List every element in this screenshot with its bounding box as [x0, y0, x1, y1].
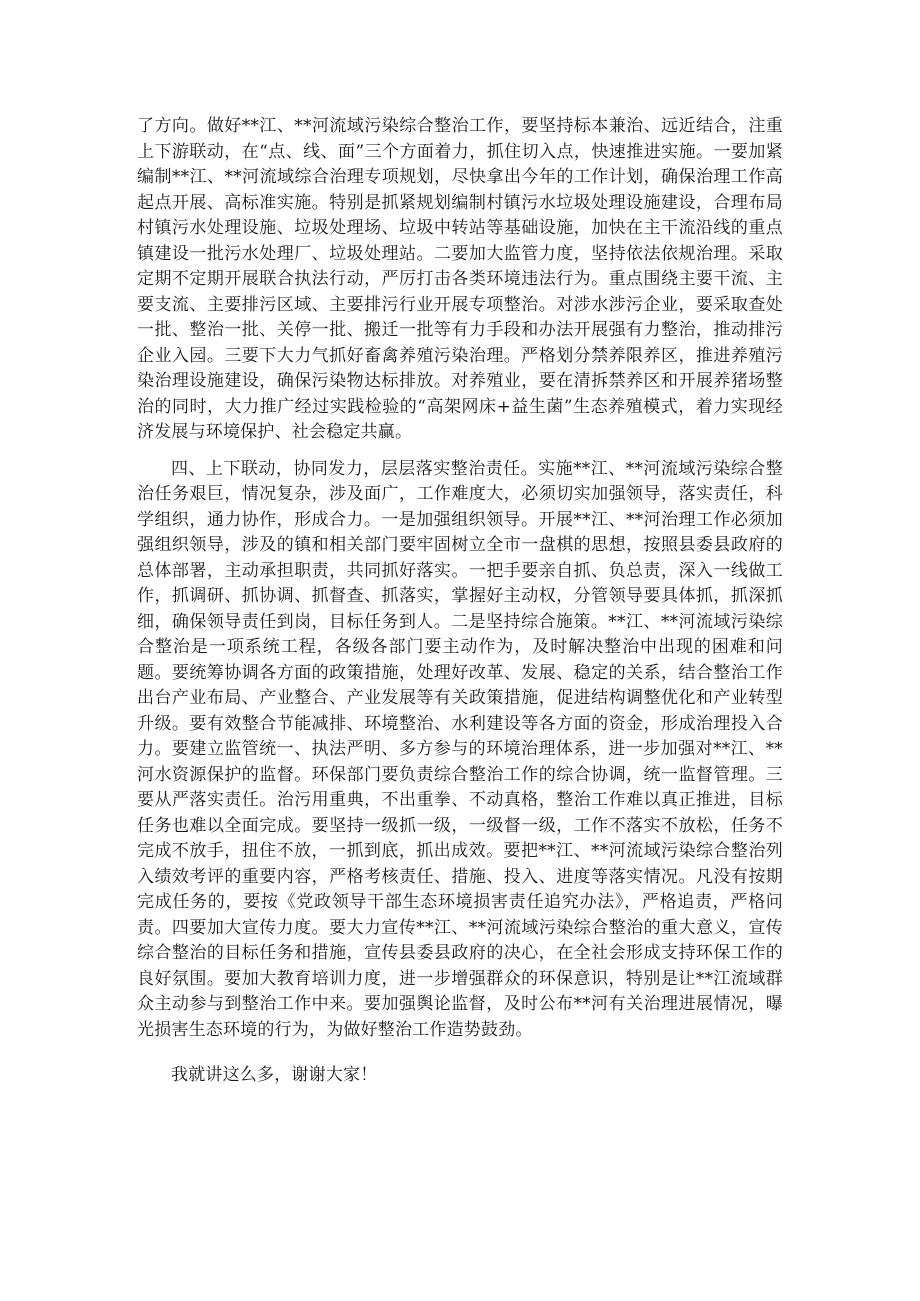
- document-body: [137, 114, 783, 1089]
- paragraph-section-four: 四、上下联动，协同发力，层层落实整治责任。实施**江、**河流域污染综合整治任务艰巨，情况复杂，涉及面广，工作难度大，必须切实加强领导，落实责任，科学组织，通力协作，形成合力。一是加强组织领导。开展**江、**河治理工作必须加强组织领导，涉及的镇和相关部门要牢固树立全市一盘棋的思想，按照县委县政府的总体部署，主动承担职责，共同抓好落实。一把手要亲自抓、负总责，深入一线做工作，抓调研、抓协调、抓督查、抓落实，掌握好主动权，分管领导要具体抓，抓深抓细，确保领导责任到岗，目标任务到人。二是坚持综合施策。**江、**河流域污染综合整治是一项系统工程，各级各部门要主动作为，及时解决整治中出现的困难和问题。要统筹协调各方面的政策措施，处理好改革、发展、稳定的关系，结合整治工作出台产业布局、产业整合、产业发展等有关政策措施，促进结构调整优化和产业转型升级。要有效整合节能减排、环境整治、水利建设等各方面的资金，形成治理投入合力。要建立监管统一、执法严明、多方参与的环境治理体系，进一步加强对**江、**河水资源保护的监督。环保部门要负责综合整治工作的综合协调，统一监督管理。三要从严落实责任。治污用重典，不出重拳、不动真格，整治工作难以真正推进，目标任务也难以全面完成。要坚持一级抓一级，一级督一级，工作不落实不放松，任务不完成不放手，扭住不放，一抓到底，抓出成效。要把**江、**河流域污染综合整治列入绩效考评的重要内容，严格考核责任、措施、投入、进度等落实情况。凡没有按期完成任务的，要按《党政领导干部生态环境损害责任追究办法》，严格追责，严格问责。四要加大宣传力度。要大力宣传**江、**河流域污染综合整治的重大意义，宣传综合整治的目标任务和措施，宣传县委县政府的决心，在全社会形成支持环保工作的良好氛围。要加大教育培训力度，进一步增强群众的环保意识，特别是让**江流域群众主动参与到整治工作中来。要加强舆论监督，及时公布**河有关治理进展情况，曝光损害生态环境的行为，为做好整治工作造势鼓劲。: [137, 458, 783, 1040]
- paragraph-closing: 我就讲这么多，谢谢大家！: [171, 1065, 378, 1085]
- paragraph-continuation: 了方向。做好**江、**河流域污染综合整治工作，要坚持标本兼治、远近结合，注重上下游联动，在“点、线、面”三个方面着力，抓住切入点，快速推进实施。一要加紧编制**江、**河流域综合治理专项规划，尽快拿出今年的工作计划，确保治理工作高起点开展、高标准实施。特别是抓紧规划编制村镇污水垃圾处理设施建设，合理布局村镇污水处理设施、垃圾处理场、垃圾中转站等基础设施，加快在主干流沿线的重点镇建设一批污水处理厂、垃圾处理站。二要加大监管力度，坚持依法依规治理。采取定期不定期开展联合执法行动，严厉打击各类环境违法行为。重点围绕主要干流、主要支流、主要排污区域、主要排污行业开展专项整治。对涉水涉污企业，要采取查处一批、整治一批、关停一批、搬迁一批等有力手段和办法开展强有力整治，推动排污企业入园。三要下大力气抓好畜禽养殖污染治理。严格划分禁养限养区，推进养殖污染治理设施建设，确保污染物达标排放。对养殖业，要在清拆禁养区和开展养猪场整治的同时，大力推广经过实践检验的“高架网床+益生菌”生态养殖模式，着力实现经济发展与环境保护、社会稳定共赢。: [137, 116, 783, 442]
